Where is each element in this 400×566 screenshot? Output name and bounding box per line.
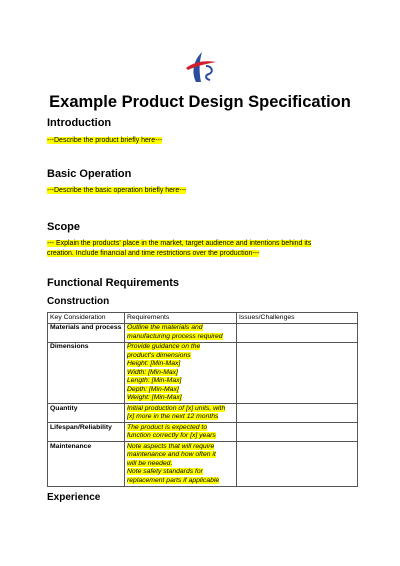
document-title: Example Product Design Specification (49, 93, 351, 111)
row-requirements: Provide guidance on the product's dimensions Height: [Min-Max] Width: [Min-Max] Length: [Min-Max] Depth: [Min-Max] Weight: [Min-Max] (125, 342, 237, 404)
row-key: Quantity (48, 404, 125, 423)
basic-operation-placeholder: ---Describe the basic operation briefly here--- (47, 187, 187, 194)
table-row (48, 323, 358, 342)
header-key-consideration: Key Consideration (48, 313, 125, 324)
row-issues (237, 323, 358, 342)
functional-requirements-heading: Functional Requirements (47, 277, 180, 289)
table-row (48, 342, 358, 404)
row-issues (237, 342, 358, 404)
row-issues (237, 404, 358, 423)
construction-table (47, 312, 358, 487)
construction-heading: Construction (47, 296, 110, 307)
introduction-placeholder: ---Describe the product briefly here--- (47, 137, 163, 144)
row-requirements: Outline the materials and manufacturing process required (125, 323, 237, 342)
row-requirements: Initial production of [x] units, with [x] more in the next 12 months (125, 404, 237, 423)
scope-placeholder: --- Explain the products' place in the market, target audience and intentions behind its creation. Include financial and time restrictions over the production--- (47, 240, 312, 257)
header-issues-challenges: Issues/Challenges (237, 313, 358, 324)
basic-operation-heading: Basic Operation (47, 168, 132, 180)
row-requirements: The product is expected to function correctly for [x] years (125, 423, 237, 442)
table-row (48, 423, 358, 442)
company-logo-icon (182, 48, 222, 84)
row-issues (237, 423, 358, 442)
table-row (48, 442, 358, 487)
row-key: Lifespan/Reliability (48, 423, 125, 442)
row-key: Materials and process (48, 323, 125, 342)
header-requirements: Requirements (125, 313, 237, 324)
introduction-heading: Introduction (47, 117, 112, 129)
scope-heading: Scope (47, 221, 81, 233)
table-header-row (48, 313, 358, 324)
row-key: Maintenance (48, 442, 125, 487)
table-row (48, 404, 358, 423)
row-issues (237, 442, 358, 487)
row-key: Dimensions (48, 342, 125, 404)
row-requirements: Note aspects that will require maintenance and how often it will be needed. Note safety standards for replacement parts if applicable (125, 442, 237, 487)
experience-heading: Experience (47, 492, 101, 503)
